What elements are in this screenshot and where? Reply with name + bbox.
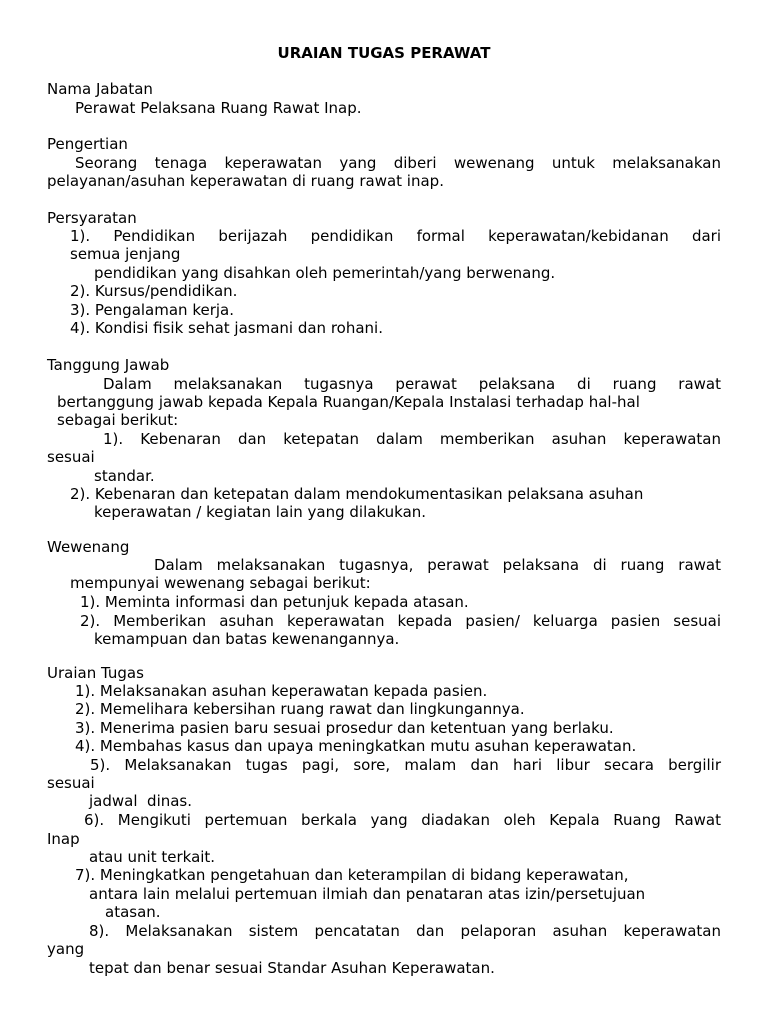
section-heading-nama-jabatan: Nama Jabatan [47, 80, 153, 98]
section-heading-pengertian: Pengertian [47, 135, 128, 153]
wewenang-intro: Dalam melaksanakan tugasnya, perawat pelaksana di ruang rawat [154, 556, 721, 574]
persyaratan-item-3: 3). Pengalaman kerja. [70, 301, 235, 319]
tanggung-jawab-intro: Dalam melaksanakan tugasnya perawat pelaksana di ruang rawat [103, 375, 721, 393]
uraian-tugas-item-4: 4). Membahas kasus dan upaya meningkatkan mutu asuhan keperawatan. [75, 737, 637, 755]
uraian-tugas-item-6-cont: Inap [47, 830, 80, 848]
persyaratan-item-1-cont: semua jenjang [70, 245, 181, 263]
section-heading-uraian-tugas: Uraian Tugas [47, 664, 144, 682]
tanggung-jawab-intro: bertanggung jawab kepada Kepala Ruangan/Kepala Instalasi terhadap hal-hal [57, 393, 640, 411]
wewenang-intro: mempunyai wewenang sebagai berikut: [70, 574, 371, 592]
uraian-tugas-item-5: 5). Melaksanakan tugas pagi, sore, malam dan hari libur secara bergilir [90, 756, 721, 774]
uraian-tugas-item-7-cont: atasan. [105, 903, 161, 921]
uraian-tugas-item-8-cont: yang [47, 940, 85, 958]
pengertian-line: Seorang tenaga keperawatan yang diberi wewenang untuk melaksanakan [75, 154, 721, 172]
uraian-tugas-item-8-cont: tepat dan benar sesuai Standar Asuhan Keperawatan. [89, 959, 495, 977]
uraian-tugas-item-1: 1). Melaksanakan asuhan keperawatan kepada pasien. [75, 682, 488, 700]
section-heading-wewenang: Wewenang [47, 538, 130, 556]
uraian-tugas-item-5-cont: sesuai [47, 774, 95, 792]
uraian-tugas-item-3: 3). Menerima pasien baru sesuai prosedur dan ketentuan yang berlaku. [75, 719, 614, 737]
nama-jabatan-text: Perawat Pelaksana Ruang Rawat Inap. [75, 99, 362, 117]
persyaratan-item-4: 4). Kondisi fisik sehat jasmani dan rohani. [70, 319, 383, 337]
pengertian-line: pelayanan/asuhan keperawatan di ruang rawat inap. [47, 172, 444, 190]
uraian-tugas-item-6: 6). Mengikuti pertemuan berkala yang diadakan oleh Kepala Ruang Rawat [84, 811, 721, 829]
tanggung-jawab-item-1-cont: sesuai [47, 448, 95, 466]
tanggung-jawab-item-2-cont: keperawatan / kegiatan lain yang dilakukan. [94, 503, 427, 521]
section-heading-tanggung-jawab: Tanggung Jawab [47, 356, 170, 374]
persyaratan-item-1: 1). Pendidikan berijazah pendidikan formal keperawatan/kebidanan dari [70, 227, 721, 245]
tanggung-jawab-item-1-cont: standar. [94, 467, 155, 485]
tanggung-jawab-item-1: 1). Kebenaran dan ketepatan dalam memberikan asuhan keperawatan [103, 430, 721, 448]
wewenang-item-2: 2). Memberikan asuhan keperawatan kepada pasien/ keluarga pasien sesuai [80, 612, 721, 630]
document-title: URAIAN TUGAS PERAWAT [277, 44, 491, 62]
persyaratan-item-2: 2). Kursus/pendidikan. [70, 282, 238, 300]
section-heading-persyaratan: Persyaratan [47, 209, 137, 227]
uraian-tugas-item-6-cont: atau unit terkait. [89, 848, 216, 866]
uraian-tugas-item-5-cont: jadwal dinas. [89, 792, 193, 810]
uraian-tugas-item-7: 7). Meningkatkan pengetahuan dan keterampilan di bidang keperawatan, [75, 866, 629, 884]
wewenang-item-1: 1). Meminta informasi dan petunjuk kepada atasan. [80, 593, 469, 611]
persyaratan-item-1-cont: pendidikan yang disahkan oleh pemerintah/yang berwenang. [94, 264, 556, 282]
tanggung-jawab-item-2: 2). Kebenaran dan ketepatan dalam mendokumentasikan pelaksana asuhan [70, 485, 644, 503]
wewenang-item-2-cont: kemampuan dan batas kewenangannya. [94, 630, 400, 648]
tanggung-jawab-intro: sebagai berikut: [57, 411, 179, 429]
uraian-tugas-item-8: 8). Melaksanakan sistem pencatatan dan pelaporan asuhan keperawatan [89, 922, 721, 940]
uraian-tugas-item-7-cont: antara lain melalui pertemuan ilmiah dan penataran atas izin/persetujuan [89, 885, 646, 903]
uraian-tugas-item-2: 2). Memelihara kebersihan ruang rawat dan lingkungannya. [75, 700, 525, 718]
